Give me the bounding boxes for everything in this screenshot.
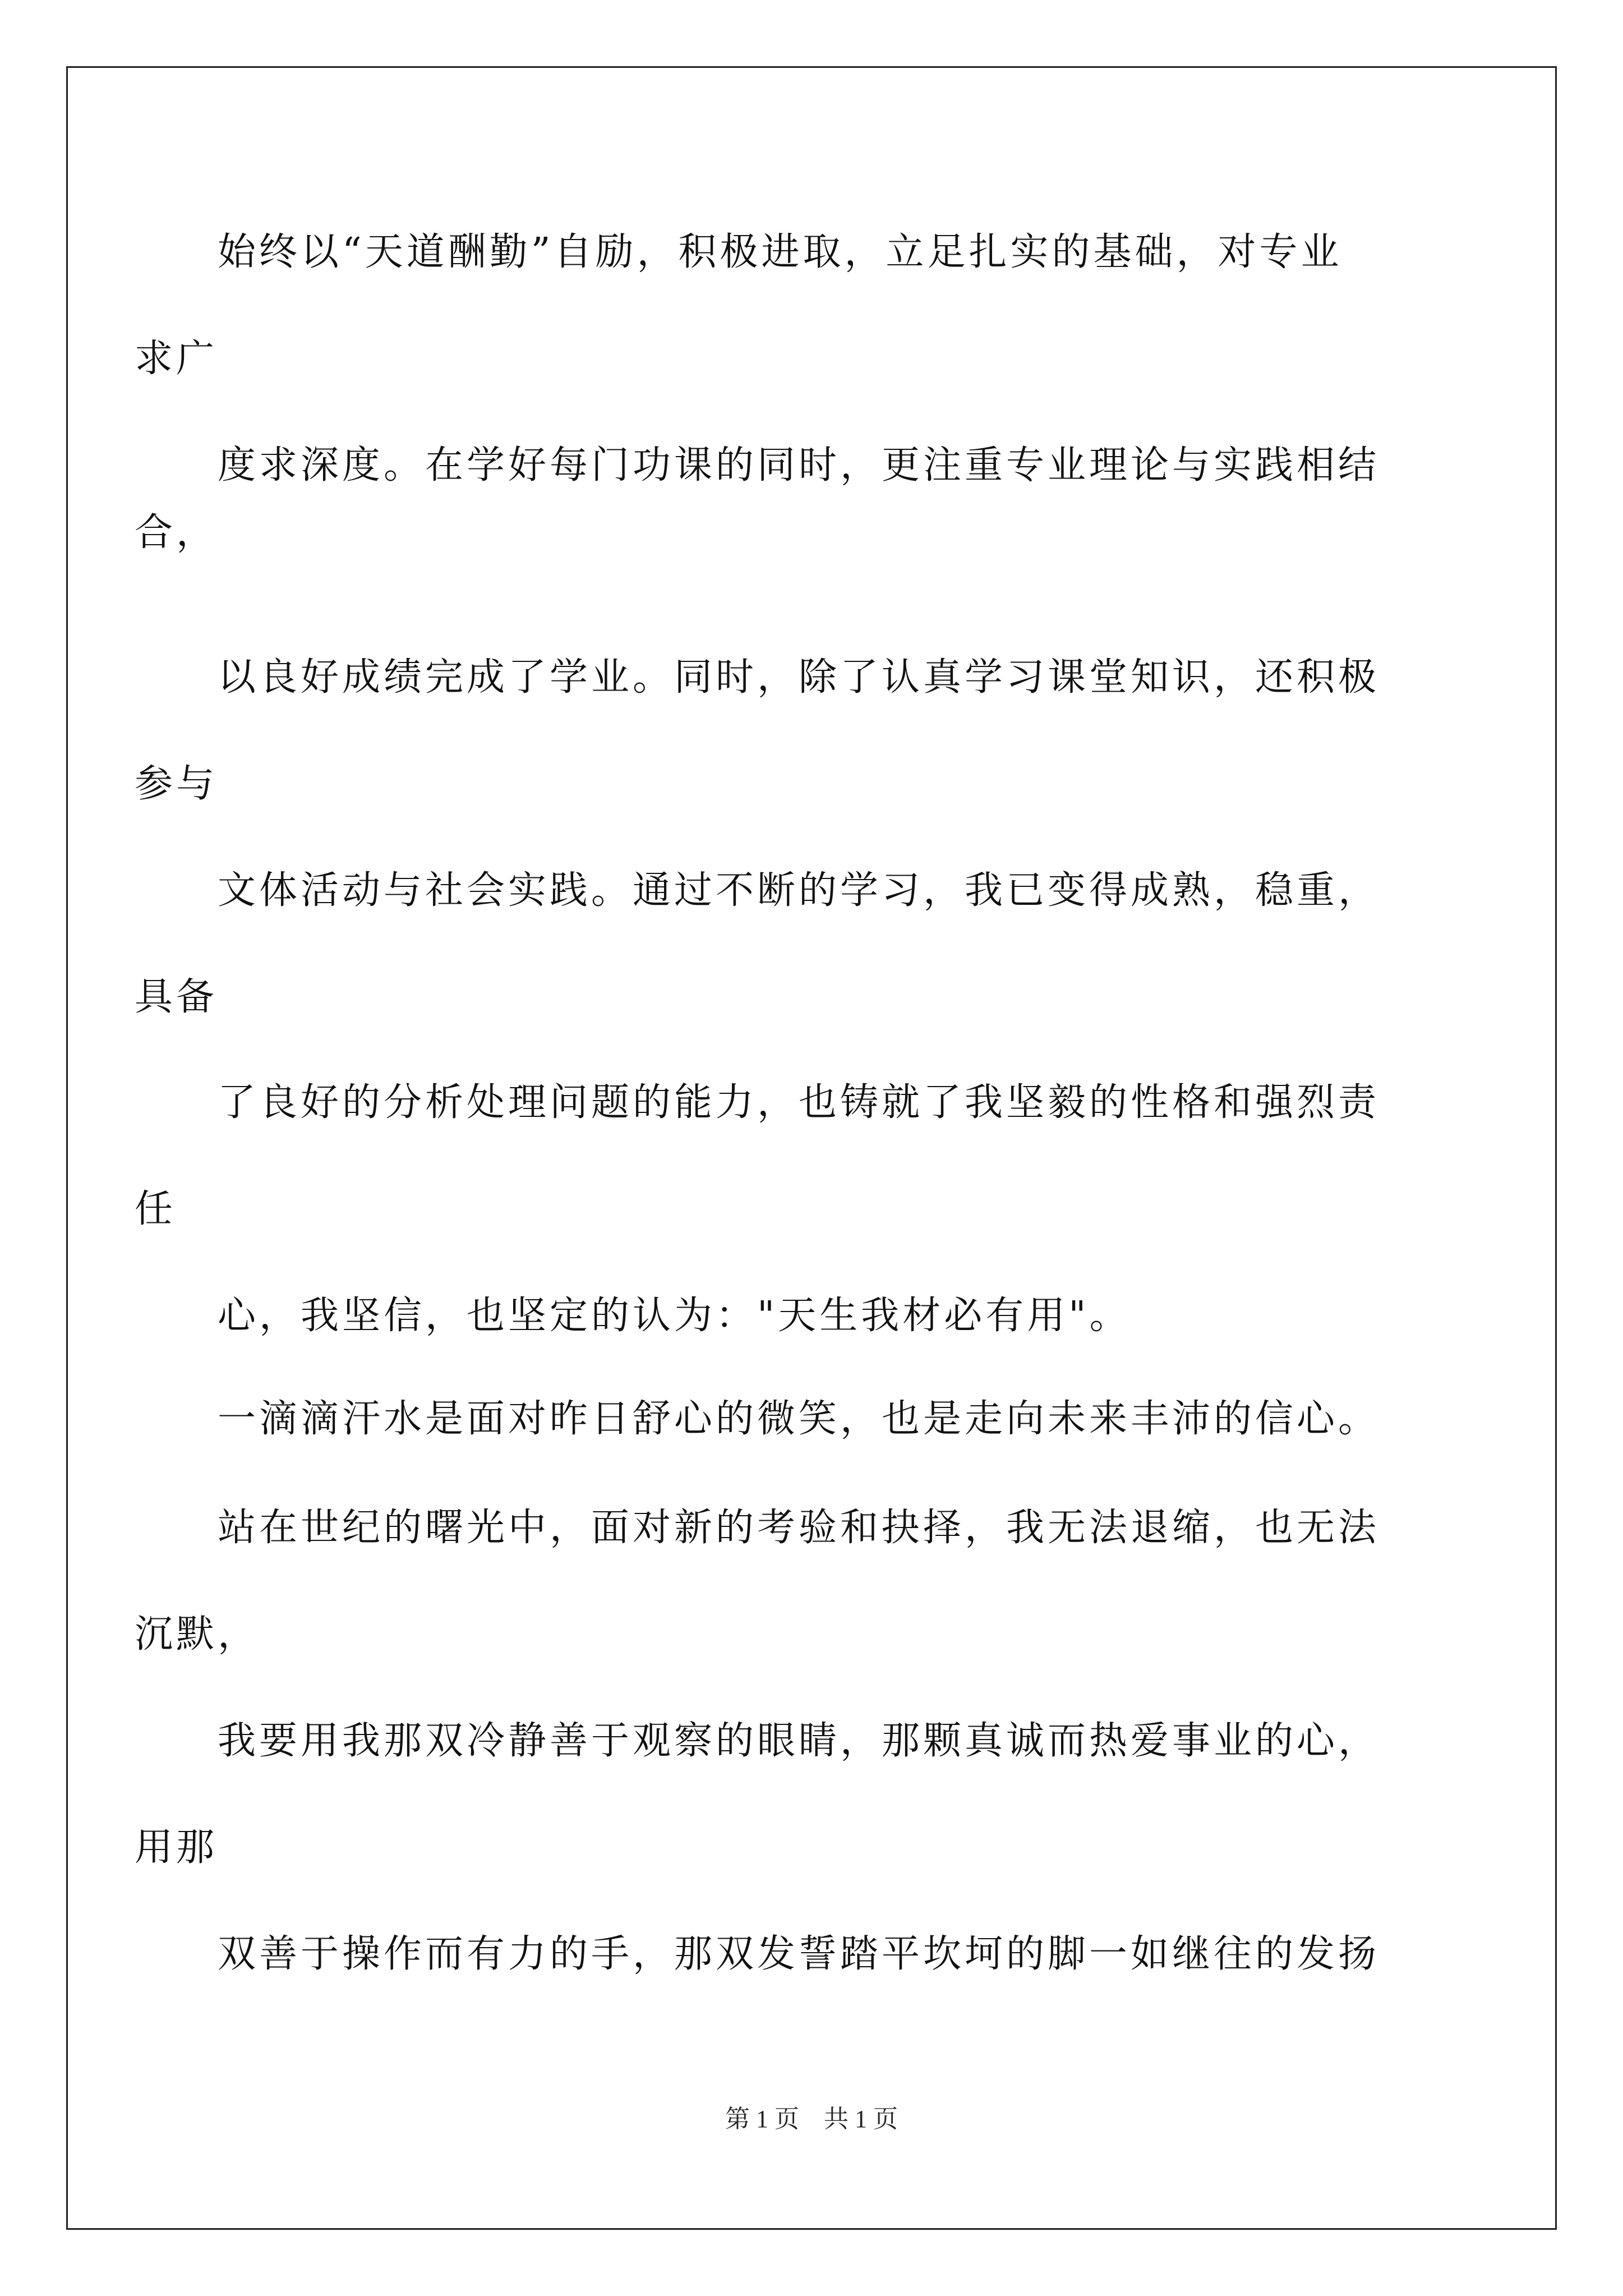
page-number-footer: 第 1 页 共 1 页 <box>725 2105 898 2133</box>
text-line: 参与 <box>135 762 218 806</box>
text-line: 了良好的分析处理问题的能力，也铸就了我坚毅的性格和强烈责 <box>218 1080 1380 1125</box>
text-line: 任 <box>135 1187 177 1231</box>
text-line: 文体活动与社会实践。通过不断的学习，我已变得成熟，稳重， <box>218 868 1380 913</box>
text-line: 求广 <box>135 337 218 381</box>
text-line: 用那 <box>135 1825 218 1870</box>
text-line: 合， <box>135 510 218 555</box>
text-line: 沉默， <box>135 1612 260 1657</box>
text-line: 始终以“天道酬勤”自励，积极进取，立足扎实的基础，对专业 <box>218 230 1343 274</box>
page-border <box>66 66 1557 2230</box>
text-line: 我要用我那双冷静善于观察的眼睛，那颗真诚而热爱事业的心， <box>218 1719 1380 1763</box>
text-line: 心，我坚信，也坚定的认为："天生我材必有用"。 <box>218 1294 1131 1338</box>
text-line: 度求深度。在学好每门功课的同时，更注重专业理论与实践相结 <box>218 443 1380 487</box>
text-line: 具备 <box>135 975 218 1019</box>
text-line: 双善于操作而有力的手，那双发誓踏平坎坷的脚一如继往的发扬 <box>218 1932 1380 1976</box>
text-line: 一滴滴汗水是面对昨日舒心的微笑，也是走向未来丰沛的信心。 <box>218 1397 1380 1441</box>
text-line: 站在世纪的曙光中，面对新的考验和抉择，我无法退缩，也无法 <box>218 1506 1380 1550</box>
text-line: 以良好成绩完成了学业。同时，除了认真学习课堂知识，还积极 <box>218 655 1380 700</box>
